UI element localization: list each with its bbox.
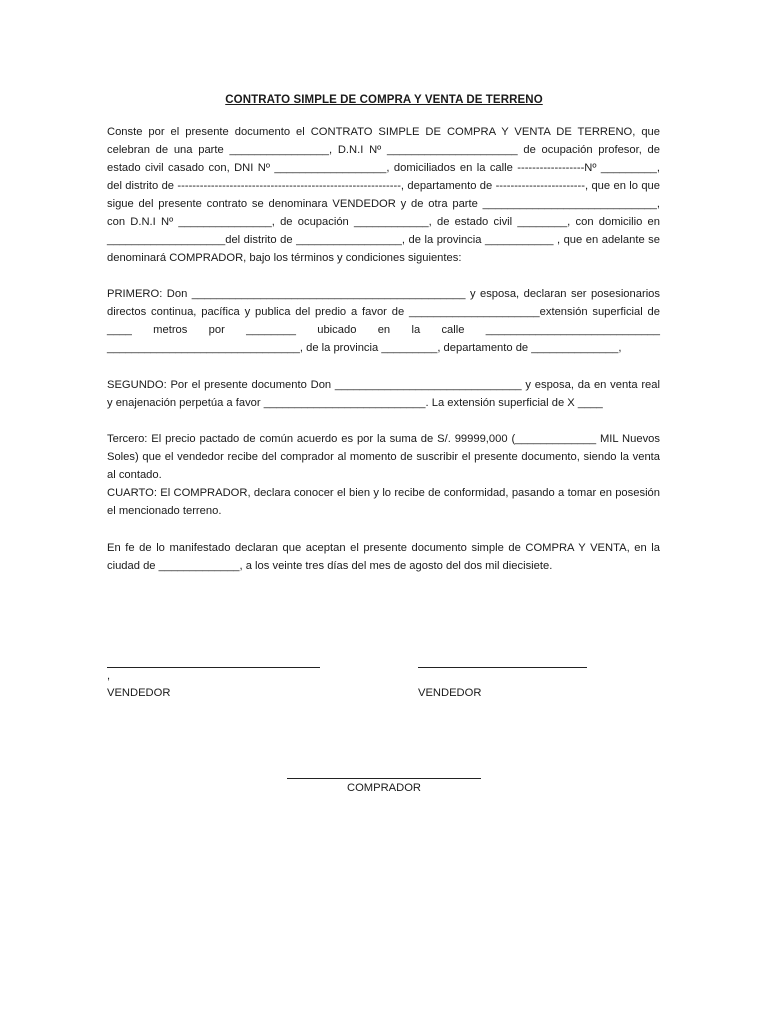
seller-2-label: VENDEDOR [418, 687, 482, 699]
clause-tercero-cuarto [107, 430, 660, 520]
seller-1-label: VENDEDOR [107, 687, 171, 699]
seller-1-signature-line [107, 667, 320, 668]
clause-primero [107, 285, 660, 357]
clause-segundo [107, 376, 660, 412]
paragraph-closing: En fe de lo manifestado declaran que aceptan el presente documento simple de COMPRA Y VENTA, en la ciudad de _____________, a los veinte tres días del mes de agosto del dos mil diecisiete. [107, 542, 660, 572]
paragraph-segundo: SEGUNDO: Por el presente documento Don ______________________________ y esposa, da en venta real y enajenación perpetúa a favor __________________________. La extensión superficial de X ____ [107, 379, 660, 409]
buyer-signature-line [287, 778, 481, 779]
buyer-label: COMPRADOR [347, 782, 421, 794]
clause-closing [107, 539, 660, 575]
paragraph-primero: PRIMERO: Don ____________________________________________ y esposa, declaran ser posesionarios directos continua, pacífica y publica del predio a favor de _____________________extensión superficial de ____ metros por ________ ubicado en la calle ____________________________ _______________________________, de la provincia _________, departamento de ______________, [107, 288, 660, 354]
paragraph-tercero: Tercero: El precio pactado de común acuerdo es por la suma de S/. 99999,000 (_____________ MIL Nuevos Soles) que el vendedor recibe del comprador al momento de suscribir el presente documento, siendo la venta al contado. [107, 433, 660, 481]
seller-2-signature-line [418, 667, 587, 668]
document-title: CONTRATO SIMPLE DE COMPRA Y VENTA DE TERRENO [225, 94, 543, 106]
signature-comma: , [107, 670, 111, 682]
paragraph-intro: Conste por el presente documento el CONTRATO SIMPLE DE COMPRA Y VENTA DE TERRENO, que celebran de una parte ________________, D.N.I Nº _____________________ de ocupación profesor, de estado civil casado con, DNI Nº __________________, domiciliados en la calle ------------------Nº _________, del distrito de ------------------------------------------------------------, departamento de ------------------------, que en lo que sigue del presente contrato se denominara VENDEDOR y de otra parte ____________________________, con D.N.I Nº _______________, de ocupación ____________, de estado civil ________, con domicilio en ___________________del distrito de _________________, de la provincia ___________ , que en adelante se denominará COMPRADOR, bajo los términos y condiciones siguientes: [107, 126, 660, 264]
clause-intro [107, 123, 660, 267]
paragraph-cuarto: CUARTO: El COMPRADOR, declara conocer el bien y lo recibe de conformidad, pasando a tomar en posesión el mencionado terreno. [107, 487, 660, 517]
